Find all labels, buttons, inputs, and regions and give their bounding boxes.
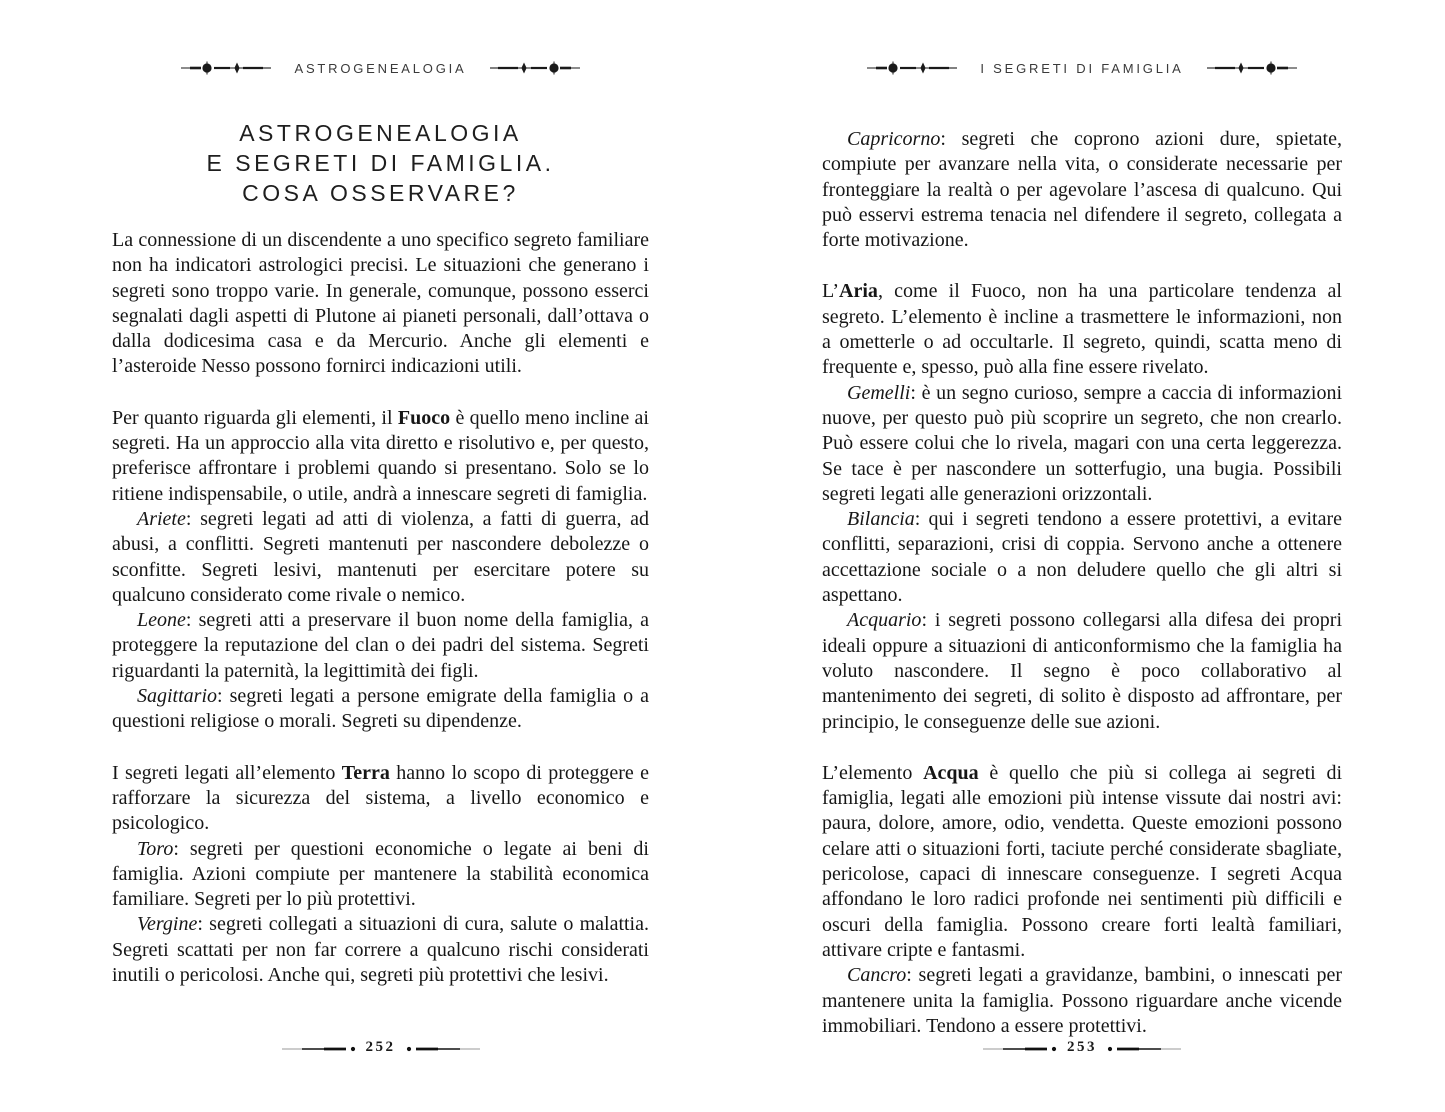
header-ornament-right-icon bbox=[1206, 60, 1298, 76]
text-run: : segreti atti a preservare il buon nome della famiglia, a proteggere la reputazione del clan o dei padri del sistema. Segreti riguardanti la paternità, la legittimità dei figli. bbox=[112, 609, 649, 682]
paragraph bbox=[112, 608, 649, 684]
paragraph bbox=[822, 127, 1342, 253]
text-run: è quello meno incline ai segreti. Ha un approccio alla vita diretto e risolutivo e, per questo, preferisce affrontare i problemi quando si presentano. Solo se lo ritiene indispensabile, o utile, andrà a innescare segreti di famiglia. bbox=[112, 406, 649, 505]
page-number: 253 bbox=[1067, 1039, 1097, 1055]
text-run: : segreti che coprono azioni dure, spietate, compiute per avanzare nella vita, o considerate necessarie per fronteggiare la realtà o per agevolare l’ascesa di qualcuno. Qui può esservi estrema tenacia nel difendere il segreto, collegata a forte motivazione. bbox=[822, 128, 1342, 252]
text-run: : segreti legati a gravidanze, bambini, o innescati per mantenere unita la famiglia. Possono riguardare anche vicende immobiliari. Tendono a essere protettivi. bbox=[822, 964, 1342, 1037]
paragraph bbox=[822, 963, 1342, 1039]
text-run: : i segreti possono collegarsi alla difesa dei propri ideali oppure a situazioni di anticonformismo che la famiglia ha voluto nascondere. Il segno è poco collaborativo al mantenimento dei segreti, di solito è disposto ad affrontare, per principio, le conseguenze delle sue azioni. bbox=[822, 609, 1342, 733]
sign-name: Acquario bbox=[847, 609, 922, 632]
running-header-text: ASTROGENEALOGIA bbox=[294, 60, 467, 76]
sign-name: Cancro bbox=[847, 964, 907, 987]
paragraph bbox=[822, 507, 1342, 608]
footer-rule-left-icon bbox=[983, 1045, 1058, 1053]
page-footer-right bbox=[822, 1040, 1342, 1057]
text-run: I segreti legati all’elemento bbox=[112, 761, 342, 784]
element-name: Fuoco bbox=[397, 406, 451, 429]
paragraph bbox=[112, 406, 649, 507]
running-header-text: I SEGRETI DI FAMIGLIA bbox=[980, 60, 1184, 76]
paragraph bbox=[822, 761, 1342, 963]
paragraph bbox=[112, 912, 649, 988]
paragraph bbox=[112, 507, 649, 608]
paragraph bbox=[112, 228, 649, 380]
paragraph bbox=[112, 761, 649, 837]
text-run: : segreti legati a persone emigrate della famiglia o a questioni religiose o morali. Segreti su dipendenze. bbox=[112, 685, 649, 733]
text-run: : segreti collegati a situazioni di cura, salute o malattia. Segreti scattati per non far correre a qualcuno rischi considerati inutili o pericolosi. Anche qui, segreti più protettivi che lesivi. bbox=[112, 913, 649, 987]
element-name: Terra bbox=[341, 761, 390, 784]
text-run: : segreti per questioni economiche o legate ai beni di famiglia. Azioni compiute per mantenere la stabilità economica familiare. Segreti per lo più protettivi. bbox=[112, 837, 649, 911]
page-body-right bbox=[822, 127, 1342, 1039]
footer-rule-right-icon bbox=[405, 1045, 480, 1053]
text-run: Per quanto riguarda gli elementi, il bbox=[112, 406, 398, 429]
text-run: , come il Fuoco, non ha una particolare tendenza al segreto. L’elemento è incline a trasmettere le informazioni, non a ometterle o ad occultarle. Il segreto, quindi, scatta meno di frequente e, spesso, può alla fine essere rivelato. bbox=[822, 280, 1342, 379]
text-run: : è un segno curioso, sempre a caccia di informazioni nuove, per questo può più scoprire un segreto, che non crearlo. Può essere colui che lo rivela, magari con una certa leggerezza. Se tace è per nascondere un sotterfugio, una bugia. Possibili segreti legati alle generazioni orizzontali. bbox=[822, 381, 1342, 505]
paragraph bbox=[822, 381, 1342, 507]
text-run: hanno lo scopo di proteggere e rafforzare la sicurezza del sistema, a livello economico e psicologico. bbox=[112, 761, 649, 835]
sign-name: Toro bbox=[137, 837, 174, 860]
sign-name: Ariete bbox=[137, 507, 186, 530]
running-header-left bbox=[112, 60, 649, 76]
paragraph bbox=[822, 279, 1342, 380]
header-ornament-right-icon bbox=[489, 60, 581, 76]
sign-name: Bilancia bbox=[847, 508, 915, 531]
footer-rule-right-icon bbox=[1106, 1045, 1181, 1053]
text-run: L’elemento bbox=[822, 761, 924, 784]
sign-name: Gemelli bbox=[847, 381, 911, 404]
paragraph bbox=[822, 608, 1342, 734]
chapter-title-line: E SEGRETI DI FAMIGLIA. bbox=[206, 150, 555, 176]
text-run: è quello che più si collega ai segreti di famiglia, legati alle emozioni più intense vissute dai nostri avi: paura, dolore, amore, odio, vendetta. Queste emozioni possono celare atti o situazioni forti, taciute perché considerate sbagliate, pericolose, capaci di innescare conseguenze. I segreti Acqua affondano le loro radici profonde nei sentimenti più difficili e oscuri della famiglia. Possono creare forti lealtà familiari, attivare cripte e fantasmi. bbox=[822, 761, 1342, 961]
page-left bbox=[112, 0, 649, 1112]
page-number: 252 bbox=[365, 1039, 396, 1055]
header-ornament-left-icon bbox=[180, 60, 272, 76]
text-run: : segreti legati ad atti di violenza, a fatti di guerra, ad abusi, a conflitti. Segreti mantenuti per nascondere debolezze o sconfitte. Segreti lesivi, mantenuti per esercitare potere su qualcuno considerato come rivale o nemico. bbox=[112, 507, 649, 606]
text-run: : qui i segreti tendono a essere protettivi, a evitare conflitti, separazioni, crisi di coppia. Servono anche a ottenere accettazione sociale o a non deludere quello che gli altri si aspettano. bbox=[822, 508, 1342, 607]
page-right bbox=[822, 0, 1342, 1112]
page-footer-left bbox=[112, 1040, 649, 1057]
sign-name: Sagittario bbox=[137, 685, 218, 708]
footer-rule-left-icon bbox=[282, 1045, 357, 1053]
element-name: Aria bbox=[839, 280, 878, 303]
chapter-title bbox=[112, 118, 649, 208]
paragraph bbox=[112, 837, 649, 913]
header-ornament-left-icon bbox=[866, 60, 958, 76]
text-run: La connessione di un discendente a uno specifico segreto familiare non ha indicatori astrologici precisi. Le situazioni che generano i segreti sono troppo varie. In generale, comunque, possono esserci segnalati dagli aspetti di Plutone ai pianeti personali, dall’ottava o dalla dodicesima casa e da Mercurio. Anche gli elementi e l’asteroide Nesso possono fornirci indicazioni utili. bbox=[112, 229, 649, 378]
text-run: L’ bbox=[822, 280, 840, 303]
chapter-title-line: COSA OSSERVARE? bbox=[242, 180, 519, 206]
paragraph bbox=[112, 684, 649, 735]
sign-name: Capricorno bbox=[847, 128, 941, 150]
chapter-title-line: ASTROGENEALOGIA bbox=[239, 120, 522, 146]
element-name: Acqua bbox=[923, 761, 979, 784]
sign-name: Leone bbox=[137, 609, 186, 632]
sign-name: Vergine bbox=[137, 913, 198, 936]
page-body-left bbox=[112, 228, 649, 988]
running-header-right bbox=[822, 60, 1342, 76]
